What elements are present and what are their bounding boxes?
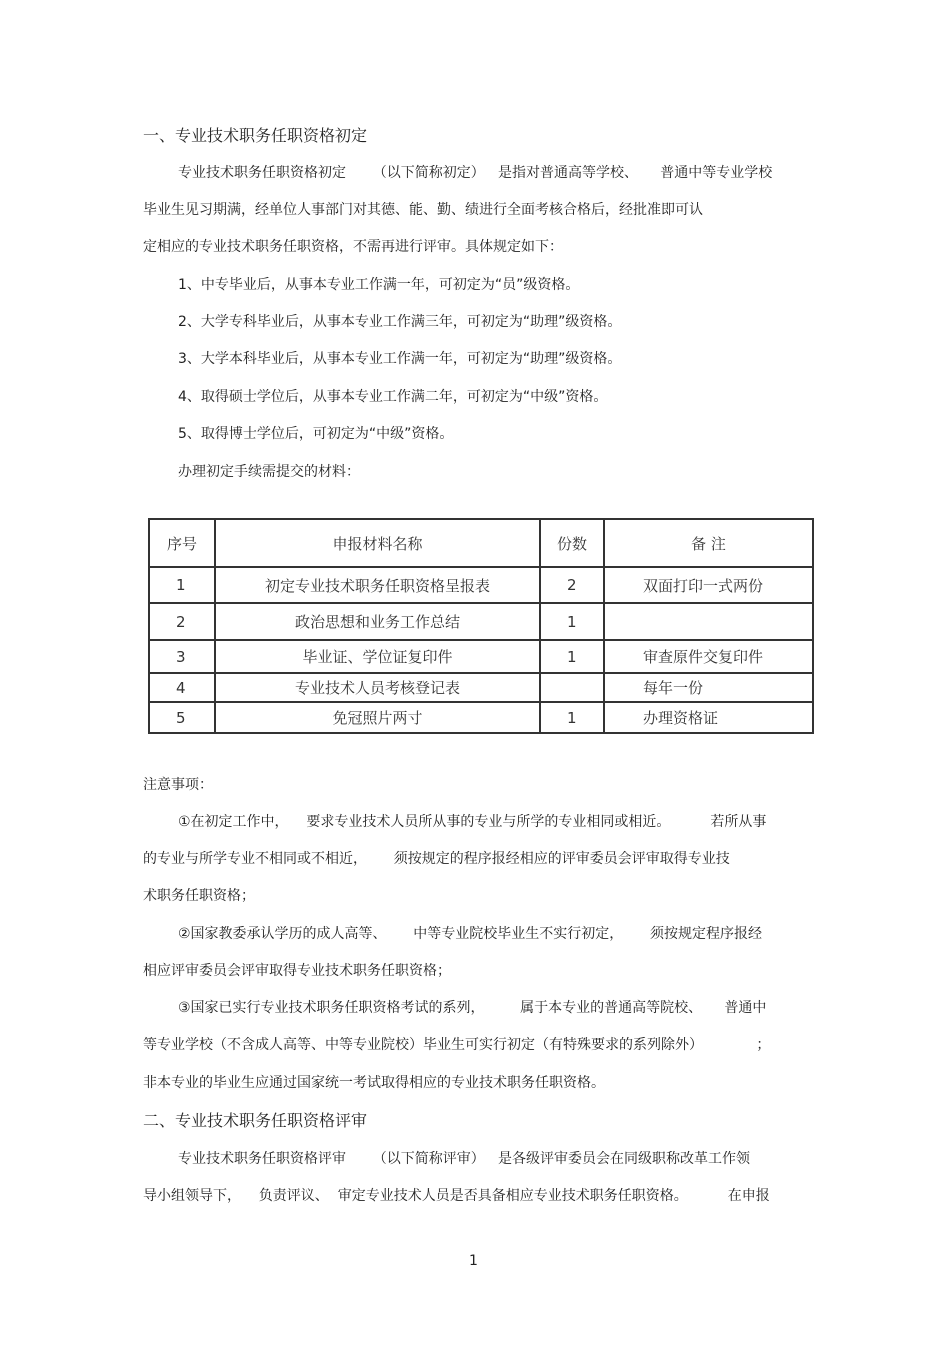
note-line: 等专业学校（不含成人高等、中等专业院校）毕业生可实行初定（有特殊要求的系列除外） ； <box>143 1037 771 1053</box>
table-row <box>149 702 813 733</box>
row-index: 4 <box>149 673 215 702</box>
header-cell-remark: 备 注 <box>604 519 813 567</box>
row-count: 2 <box>540 567 604 603</box>
section1-heading: 一、专业技术职务任职资格初定 <box>143 126 368 145</box>
row-material-name: 毕业证、学位证复印件 <box>215 640 540 673</box>
rule-item-1: 1、中专毕业后，从事本专业工作满一年，可初定为“员”级资格。 <box>178 277 580 293</box>
section2-line: 专业技术职务任职资格评审 （以下简称评审） 是各级评审委员会在同级职称改革工作领 <box>178 1151 751 1167</box>
section2-heading: 二、专业技术职务任职资格评审 <box>143 1111 368 1130</box>
page-number: 1 <box>469 1253 478 1269</box>
note-line: 术职务任职资格； <box>143 888 255 904</box>
rule-item-2: 2、大学专科毕业后，从事本专业工作满三年，可初定为“助理”级资格。 <box>178 314 622 330</box>
rule-item-4: 4、取得硕士学位后，从事本专业工作满二年，可初定为“中级”资格。 <box>178 389 608 405</box>
row-count: 1 <box>540 603 604 640</box>
header-cell-count: 份数 <box>540 519 604 567</box>
row-material-name: 初定专业技术职务任职资格呈报表 <box>215 567 540 603</box>
row-remark: 双面打印一式两份 <box>604 567 813 603</box>
intro-line-3: 定相应的专业技术职务任职资格，不需再进行评审。具体规定如下： <box>143 239 563 255</box>
row-remark: 办理资格证 <box>604 702 813 733</box>
row-material-name: 政治思想和业务工作总结 <box>215 603 540 640</box>
row-index: 1 <box>149 567 215 603</box>
note-line: ③国家已实行专业技术职务任职资格考试的系列， 属于本专业的普通高等院校、 普通中 <box>178 1000 767 1016</box>
rule-item-3: 3、大学本科毕业后，从事本专业工作满一年，可初定为“助理”级资格。 <box>178 351 622 367</box>
row-count <box>540 673 604 702</box>
row-material-name: 免冠照片两寸 <box>215 702 540 733</box>
section2-line: 导小组领导下， 负责评议、 审定专业技术人员是否具备相应专业技术职务任职资格。 在申报 <box>143 1188 770 1204</box>
notes-title: 注意事项： <box>143 777 213 793</box>
row-remark <box>604 603 813 640</box>
row-index: 2 <box>149 603 215 640</box>
table-row <box>149 567 813 603</box>
note-line: ②国家教委承认学历的成人高等、 中等专业院校毕业生不实行初定， 须按规定程序报经 <box>178 926 762 942</box>
note-line: ①在初定工作中， 要求专业技术人员所从事的专业与所学的专业相同或相近。 若所从事 <box>178 814 767 830</box>
row-remark: 审查原件交复印件 <box>604 640 813 673</box>
row-index: 5 <box>149 702 215 733</box>
row-count: 1 <box>540 640 604 673</box>
materials-intro: 办理初定手续需提交的材料： <box>178 464 360 480</box>
header-cell-name: 申报材料名称 <box>215 519 540 567</box>
table-row <box>149 673 813 702</box>
header-cell-index: 序号 <box>149 519 215 567</box>
row-index: 3 <box>149 640 215 673</box>
note-line: 的专业与所学专业不相同或不相近， 须按规定的程序报经相应的评审委员会评审取得专业技 <box>143 851 730 867</box>
note-line: 非本专业的毕业生应通过国家统一考试取得相应的专业技术职务任职资格。 <box>143 1075 605 1091</box>
table-row <box>149 603 813 640</box>
intro-line-2: 毕业生见习期满，经单位人事部门对其德、能、勤、绩进行全面考核合格后，经批准即可认 <box>143 202 703 218</box>
rule-item-5: 5、取得博士学位后，可初定为“中级”资格。 <box>178 426 454 442</box>
note-line: 相应评审委员会评审取得专业技术职务任职资格； <box>143 963 451 979</box>
table-row <box>149 640 813 673</box>
row-remark: 每年一份 <box>604 673 813 702</box>
intro-line-1: 专业技术职务任职资格初定 （以下简称初定） 是指对普通高等学校、 普通中等专业学校 <box>178 165 773 181</box>
row-material-name: 专业技术人员考核登记表 <box>215 673 540 702</box>
table-header-row <box>149 519 813 567</box>
materials-table <box>148 518 814 734</box>
row-count: 1 <box>540 702 604 733</box>
